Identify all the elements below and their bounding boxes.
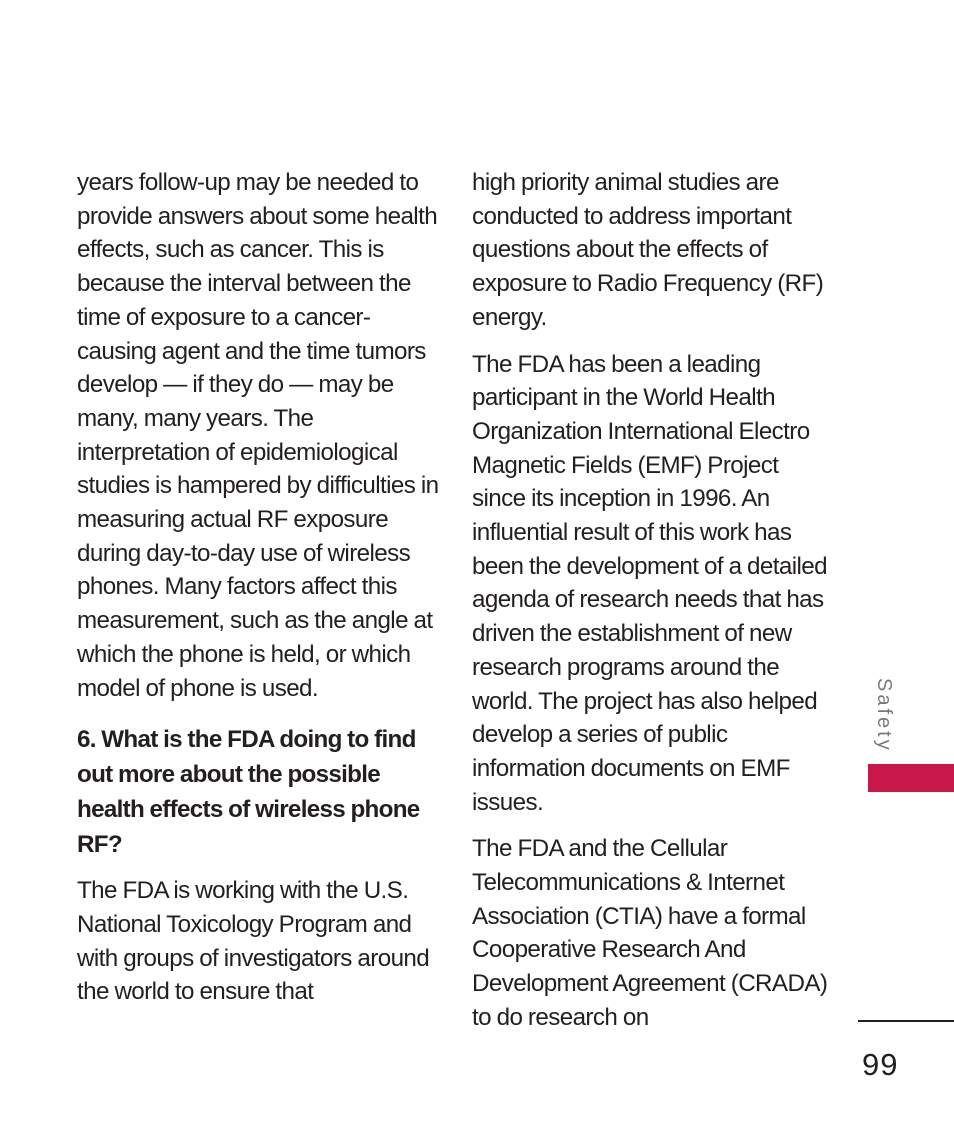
section-label: Safety (873, 678, 895, 753)
section-tab-marker (868, 764, 954, 792)
question-heading: 6. What is the FDA doing to find out more about the possible health effects of wireless phone RF? (77, 726, 420, 859)
left-paragraph-2: The FDA is working with the U.S. National Toxicology Program and with groups of investigators around the world to ensure that (77, 877, 430, 1006)
left-paragraph-1: years follow-up may be needed to provide answers about some health effects, such as cancer. This is because the interval between the time of exposure to a cancer-causing agent and the time tumors develop — if they do — may be many, many years. The interpretation of epidemiological studies is hampered by difficulties in measuring actual RF exposure during day-to-day use of wireless phones. Many factors affect this measurement, such as the angle at which the phone is held, or which model of phone is used. (77, 169, 439, 702)
footer-rule (858, 1020, 954, 1022)
right-paragraph-1: high priority animal studies are conducted to address important questions about the effects of exposure to Radio Frequency (RF) energy. (472, 169, 824, 331)
page-number: 99 (862, 1047, 899, 1082)
right-column (472, 166, 834, 1048)
left-column (77, 166, 439, 1022)
right-paragraph-3: The FDA and the Cellular Telecommunications & Internet Association (CTIA) have a formal Cooperative Research And Development Agreement (CRADA) to do research on (472, 835, 828, 1031)
right-paragraph-2: The FDA has been a leading participant in the World Health Organization International Electro Magnetic Fields (EMF) Project since its inception in 1996. An influential result of this work has been the development of a detailed agenda of research needs that has driven the establishment of new research programs around the world. The project has also helped develop a series of public information documents on EMF issues. (472, 350, 827, 816)
